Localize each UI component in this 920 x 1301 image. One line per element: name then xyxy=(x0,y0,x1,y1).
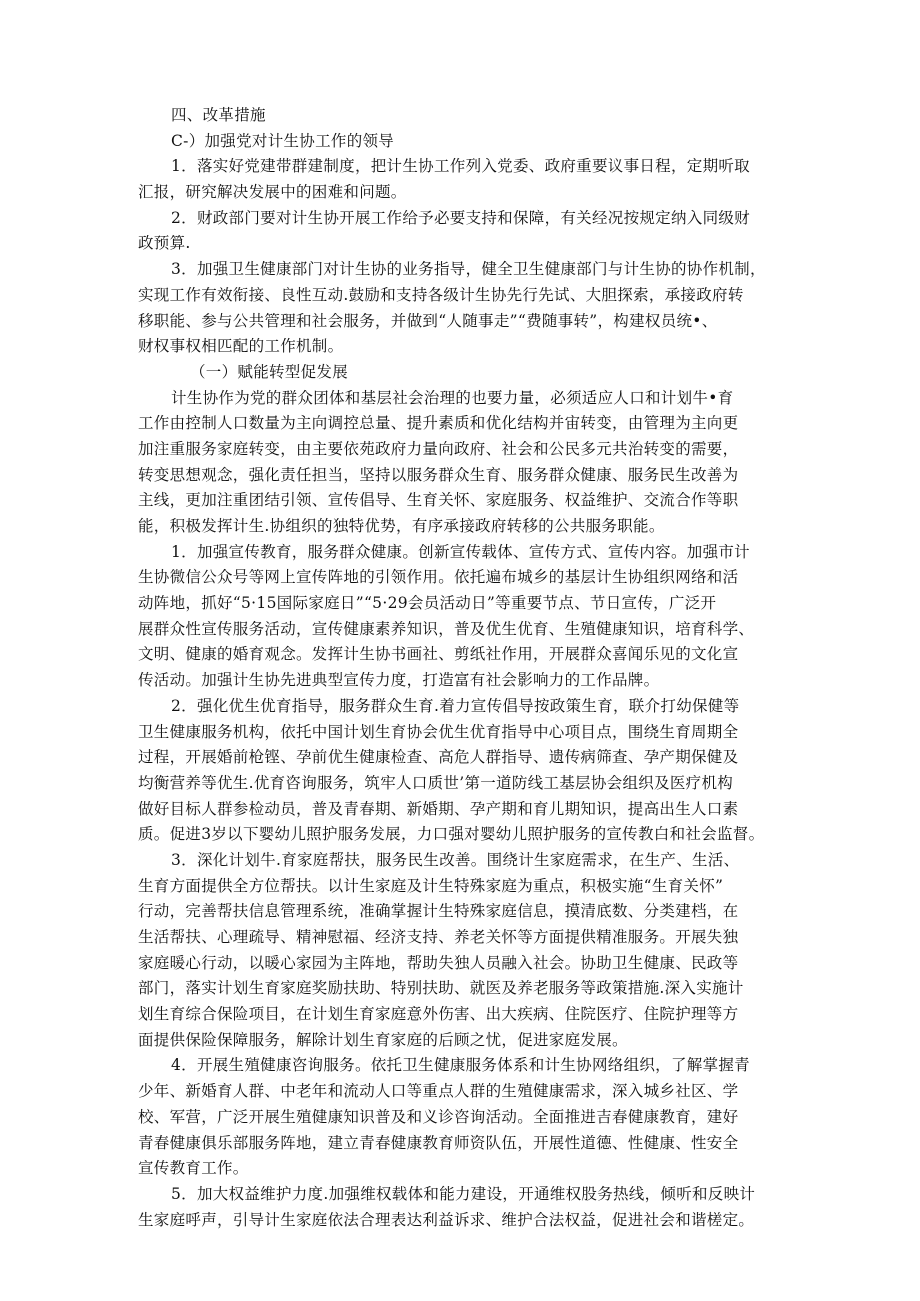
paragraph-line: 生家庭呼声，引导计生家庭依法合理表达利益诉求、维护合法权益，促进社会和谐槎定。 xyxy=(138,1210,755,1229)
paragraph-line: 青春健康俱乐部服务阵地，建立青春健康教育师资队伍，开展性道德、性健康、性安全 xyxy=(138,1133,739,1152)
paragraph-line: 做好目标人群参检动员，普及青春期、新婚期、孕产期和育儿期知识，提高出生人口素 xyxy=(138,799,739,818)
section-heading: 四、改革措施 xyxy=(171,106,266,124)
paragraph-line: 校、军营，广泛开展生殖健康知识普及和义诊咨询活动。全面推进吉春健康教育，建好 xyxy=(138,1107,739,1126)
paragraph-line: 质。促进3岁以下婴幼儿照护服务发展，力口强对婴幼儿照护服务的宣传教白和社会监督。 xyxy=(138,825,765,844)
document-body xyxy=(138,103,798,1233)
paragraph-line: 卫生健康服务机构，依托中国计划生育协会优生优育指导中心项目点，围绕生育周期全 xyxy=(138,722,739,741)
paragraph-line: 3．加强卫生健康部门对计生协的业务指导，健全卫生健康部门与计生协的协作机制， xyxy=(171,260,766,279)
paragraph-line: 宣传教育工作。 xyxy=(138,1159,249,1178)
paragraph-line: 政预算. xyxy=(138,234,191,253)
paragraph-line: 均衡营养等优生.优育咨询服务，筑牢人口质世’第一道防线工基层协会组织及医疗机构 xyxy=(138,773,734,792)
paragraph-line: 能，积极发挥计生.协组织的独特优势，有序承接政府转移的公共服务职能。 xyxy=(138,517,665,535)
subsection-heading: C-）加强党对计生协工作的领导 xyxy=(171,131,395,150)
paragraph-line: 文明、健康的婚育观念。发挥计生协书画社、剪纸社作用，开展群众喜闻乐见的文化宣 xyxy=(138,645,739,664)
paragraph-line: 2．财政部门要对计生协开展工作给予必要支持和保障，有关经况按规定纳入同级财 xyxy=(171,208,750,227)
paragraph-line: 划生育综合保险项目，在计划生育家庭意外伤害、出大疾病、住院医疗、住院护理等方 xyxy=(138,1005,739,1024)
paragraph-line: 生活帮扶、心理疏导、精神慰福、经济支持、养老关怀等方面提供精准服务。开展失独 xyxy=(138,928,739,946)
paragraph-line: 家庭暖心行动，以暖心家园为主阵地，帮助失独人员融入社会。协助卫生健康、民政等 xyxy=(138,953,739,972)
subsection-heading: （一）赋能转型促发展 xyxy=(190,362,349,381)
paragraph-line: 展群众性宣传服务活动，宣传健康素养知识，普及优生优育、生殖健康知识，培育科学、 xyxy=(138,619,755,638)
paragraph-line: 2．强化优生优育指导，服务群众生育.着力宣传倡导按政策生育，联介打幼保健等 xyxy=(171,696,740,715)
paragraph-line: 4．开展生殖健康咨询服务。依托卫生健康服务体系和计生协网络组织，了解掌握青 xyxy=(171,1056,750,1075)
paragraph-line: 3．深化计划牛.育家庭帮扶，服务民生改善。围绕计生家庭需求，在生产、生活、 xyxy=(171,850,740,869)
paragraph-line: 行动，完善帮扶信息管理系统，准确掌握计生特殊家庭信息，摸清底数、分类建档，在 xyxy=(138,902,739,921)
paragraph-line: 生协微信公众号等网上宣传阵地的引领作用。依托遍布城乡的基层计生协组织网络和活 xyxy=(138,568,739,587)
paragraph-line: 生育方面提供全方位帮扶。以计生家庭及计生特殊家庭为重点，积极实施“生育关怀” xyxy=(138,876,724,895)
paragraph-line: 加注重服务家庭转变，由主要依苑政府力量向政府、社会和公民多元共治转变的需要， xyxy=(138,439,739,458)
paragraph-line: 实现工作有效衔接、良性互动.鼓励和支持各级计生协先行先试、大胆探索，承接政府转 xyxy=(138,285,744,304)
paragraph-line: 动阵地，抓好“5·15国际家庭日”“5·29会员活动日”等重要节点、节日宣传，广泛开 xyxy=(138,594,717,613)
paragraph-line: 财权事权相匹配的工作机制。 xyxy=(138,337,344,356)
paragraph-line: 移职能、参与公共管理和社会服务，并做到“人随事走”“费随事转”，构建权员统•、 xyxy=(138,311,718,330)
paragraph-line: 汇报，研究解决发展中的困难和问题。 xyxy=(138,183,407,202)
paragraph-line: 部门，落实计划生育家庭奖励扶助、特别扶助、就医及养老服务等政策措施.深入实施计 xyxy=(138,979,744,998)
paragraph-line: 1．加强宣传教育，服务群众健康。创新宣传载体、宣传方式、宣传内容。加强市计 xyxy=(171,542,750,561)
paragraph-line: 过程，开展婚前枪铿、孕前优生健康检查、高危人群指导、遗传病筛查、孕产期保健及 xyxy=(138,748,739,767)
paragraph-line: 转变思想观念，强化责任担当，坚持以服务群众生育、服务群众健康、服务民生改善为 xyxy=(138,465,739,484)
paragraph-line: 5．加大权益维护力度.加强维权载体和能力建设，开通维权股务热线，倾听和反映计 xyxy=(171,1184,756,1203)
paragraph-line: 主线，更加注重团结引领、宣传倡导、生育关怀、家庭服务、权益维护、交流合作等职 xyxy=(138,491,739,510)
paragraph-line: 1．落实好党建带群建制度，把计生协工作列入党委、政府重要议事日程，定期听取 xyxy=(171,157,750,176)
paragraph-line: 少年、新婚育人群、中老年和流动人口等重点人群的生殖健康需求，深入城乡社区、学 xyxy=(138,1082,739,1101)
paragraph-line: 面提供保险保障服务，解除计划生育家庭的后顾之忧，促进家庭发展。 xyxy=(138,1030,628,1049)
paragraph-line: 传活动。加强计生协先进典型宣传力度，打造富有社会影响力的工作品牌。 xyxy=(138,671,660,690)
paragraph-line: 计生协作为党的群众团体和基层社会治理的也要力量，必须适应人口和计划牛•育 xyxy=(171,388,734,407)
paragraph-line: 工作由控制人口数量为主向调控总量、提升素质和优化结构并宙转变，由管理为主向更 xyxy=(138,414,739,433)
